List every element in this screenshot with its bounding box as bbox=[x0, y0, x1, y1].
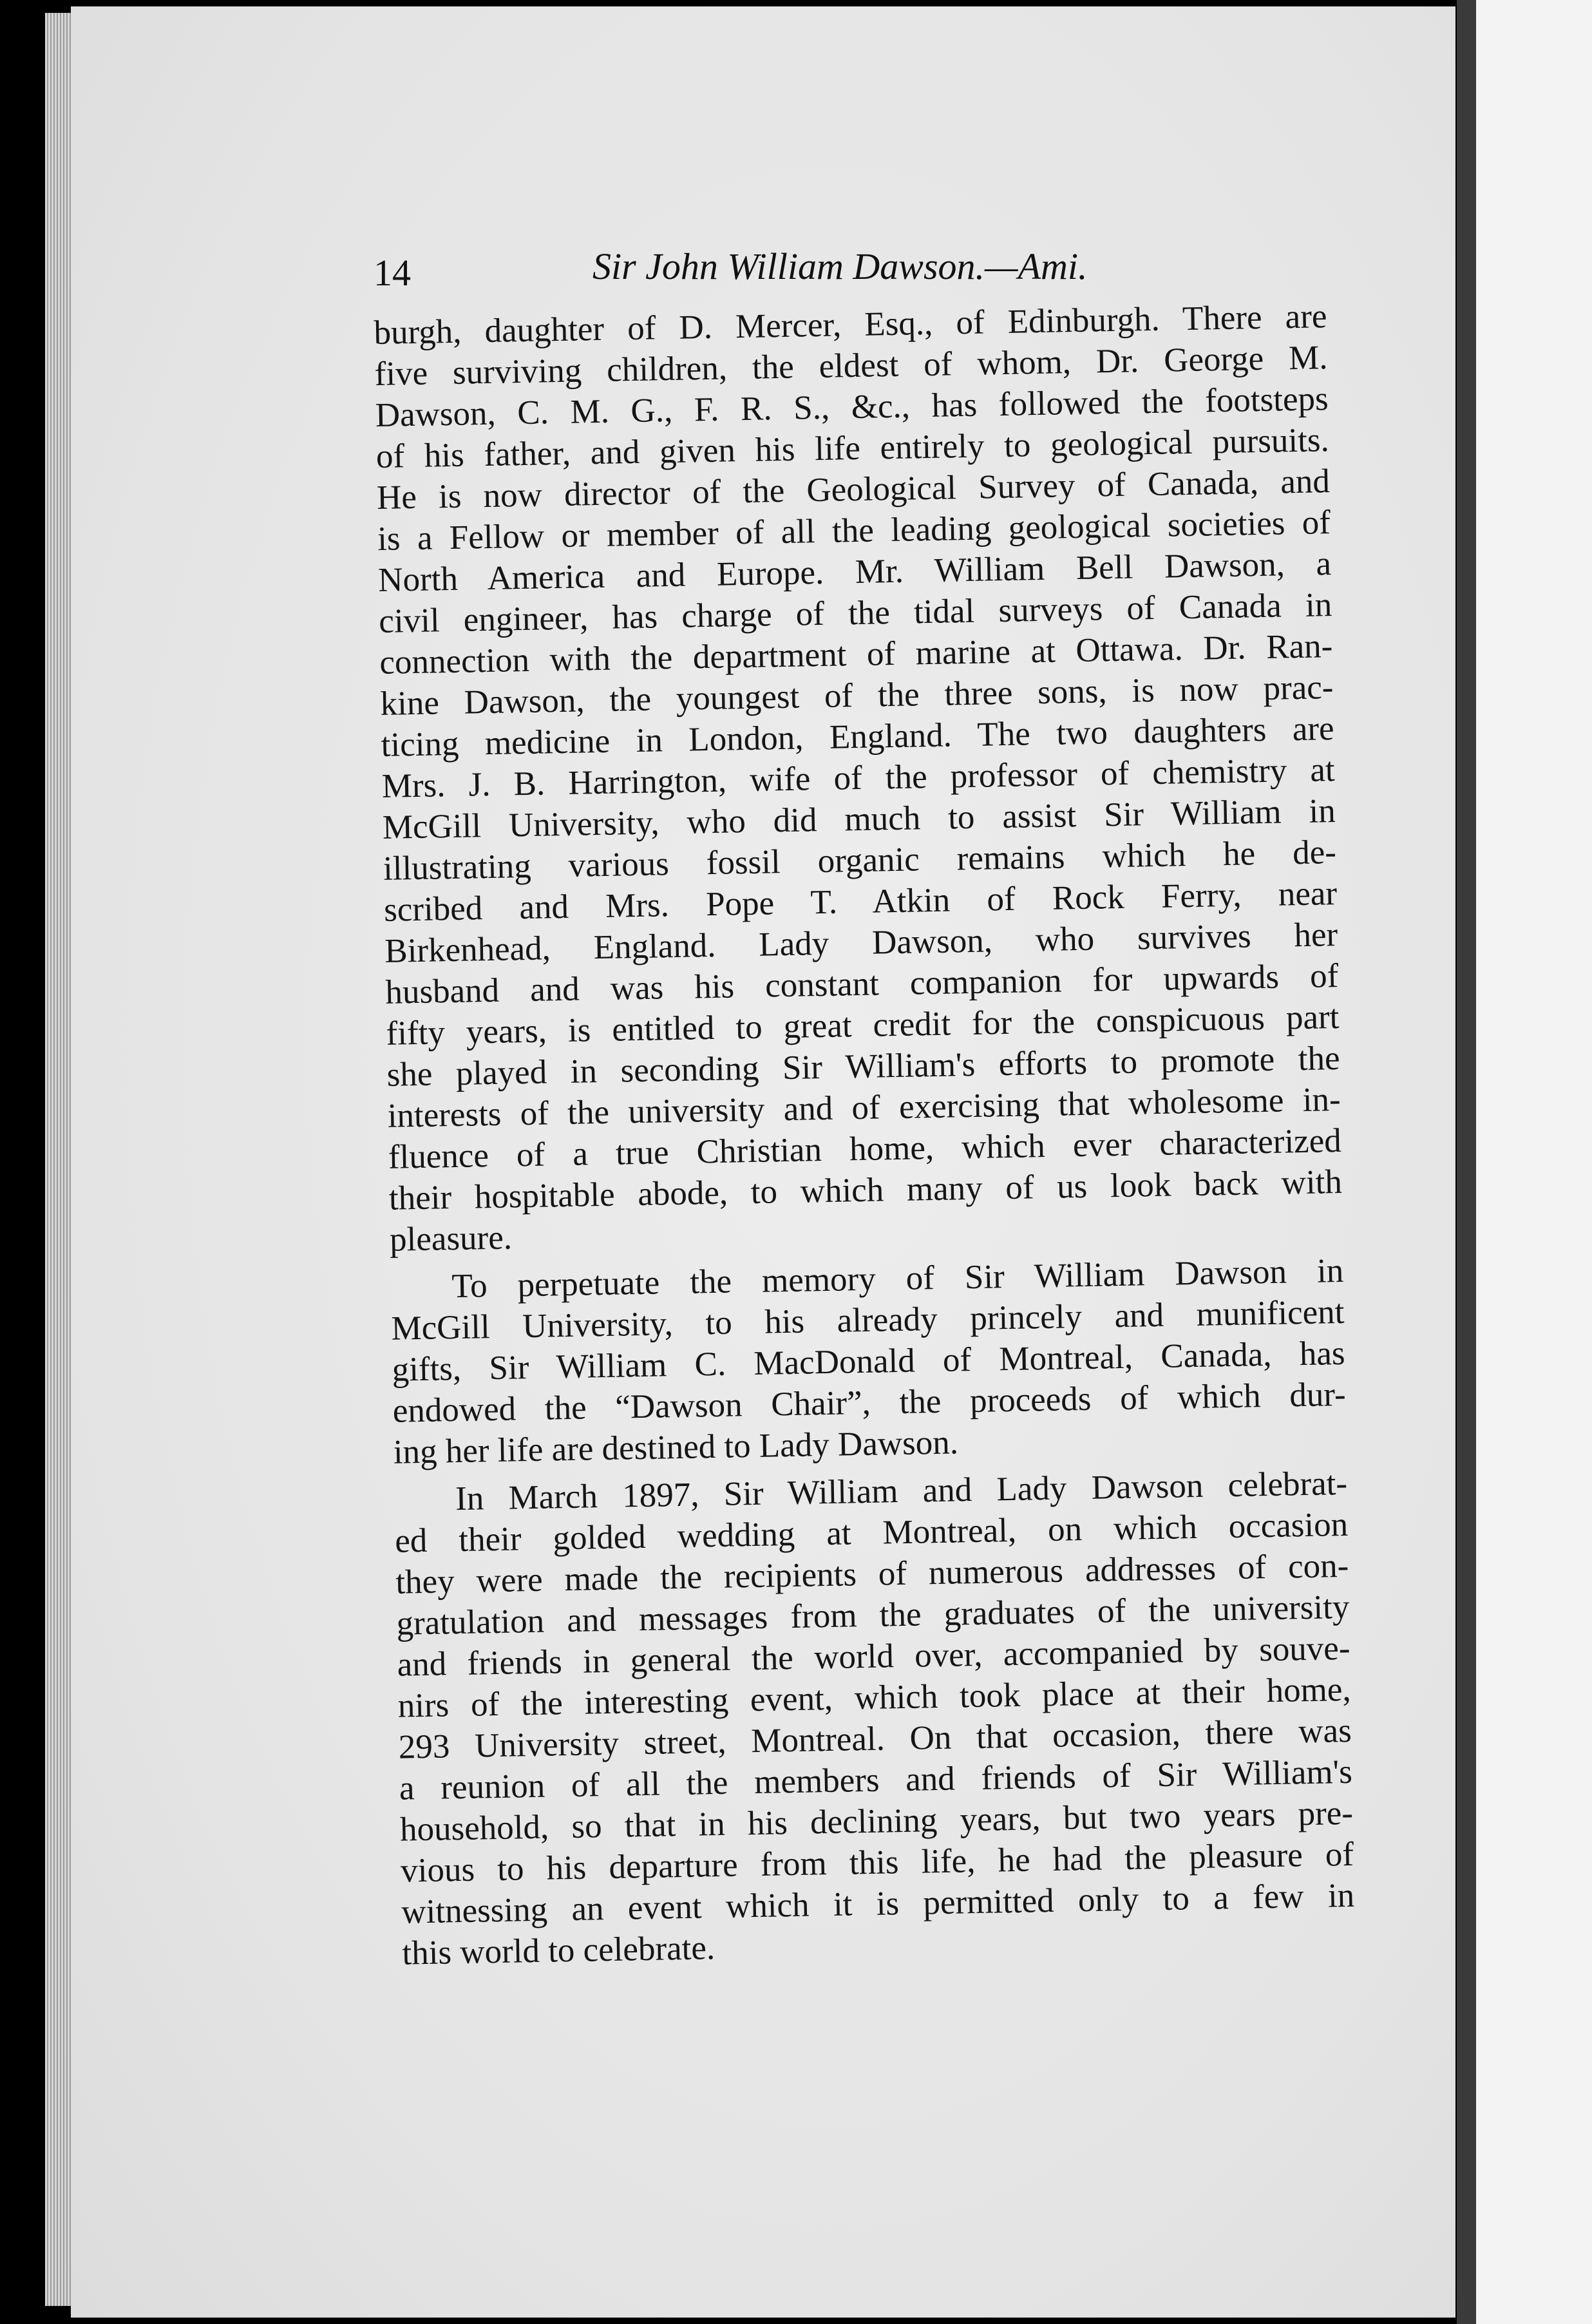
text-line: five surviving children, the eldest of whom, Dr. George M. bbox=[374, 339, 1328, 393]
text-line: ed their golded wedding at Montreal, on which occasion bbox=[394, 1505, 1349, 1560]
text-line: To perpetuate the memory of Sir William Dawson in bbox=[451, 1252, 1344, 1306]
text-line: ticing medicine in London, England. The two daughters are bbox=[381, 710, 1335, 764]
text-line: In March 1897, Sir William and Lady Dawson celebrat- bbox=[455, 1464, 1348, 1518]
text-line: witnessing an event which it is permitted only to a few in bbox=[401, 1876, 1355, 1931]
text-line: civil engineer, has charge of the tidal surveys of Canada in bbox=[378, 586, 1332, 640]
text-line: is a Fellow or member of all the leading geological societies of bbox=[377, 504, 1331, 558]
text-line: McGill University, to his already princely and munificent bbox=[391, 1293, 1345, 1348]
text-line: of his father, and given his life entirely to geological pursuits. bbox=[375, 421, 1330, 475]
body-text bbox=[374, 296, 1356, 1974]
text-line: interests of the university and of exercising that wholesome in- bbox=[387, 1080, 1341, 1135]
text-line: scribed and Mrs. Pope T. Atkin of Rock Ferry, near bbox=[383, 875, 1338, 929]
text-line: illustrating various fossil organic remains which he de- bbox=[383, 833, 1337, 888]
paragraph-2 bbox=[390, 1250, 1347, 1473]
text-line: Mrs. J. B. Harrington, wife of the professor of chemistry at bbox=[381, 751, 1336, 805]
text-line: household, so that in his declining years, but two years pre- bbox=[399, 1794, 1354, 1849]
text-line: a reunion of all the members and friends of Sir William's bbox=[399, 1753, 1353, 1807]
text-line: ing her life are destined to Lady Dawson. bbox=[393, 1424, 959, 1471]
paragraph-3 bbox=[394, 1463, 1356, 1974]
text-line: gratulation and messages from the graduates of the university bbox=[396, 1588, 1350, 1643]
text-line: fluence of a true Christian home, which ever characterized bbox=[388, 1121, 1342, 1176]
text-line: gifts, Sir William C. MacDonald of Montreal, Canada, has bbox=[392, 1334, 1345, 1389]
text-line: North America and Europe. Mr. William Bell Dawson, a bbox=[377, 545, 1332, 599]
text-line: she played in seconding Sir William's efforts to promote the bbox=[386, 1039, 1340, 1094]
text-line: nirs of the interesting event, which took place at their home, bbox=[397, 1670, 1352, 1725]
text-line: burgh, daughter of D. Mercer, Esq., of Edinburgh. There are bbox=[374, 298, 1327, 352]
paragraph-1 bbox=[374, 296, 1343, 1261]
text-line: husband and was his constant companion for upwards of bbox=[384, 957, 1339, 1011]
text-line: McGill University, who did much to assist Sir William in bbox=[382, 792, 1336, 846]
text-line: and friends in general the world over, accompanied by souve- bbox=[397, 1629, 1350, 1684]
binding-edge bbox=[1457, 0, 1476, 2324]
text-line: He is now director of the Geological Survey of Canada, and bbox=[376, 462, 1331, 517]
text-line: pleasure. bbox=[389, 1219, 513, 1259]
running-title: Sir John William Dawson.—Ami. bbox=[592, 245, 1088, 287]
text-line: fifty years, is entitled to great credit for the conspicuous part bbox=[386, 998, 1340, 1052]
text-line: Birkenhead, England. Lady Dawson, who survives her bbox=[384, 916, 1338, 970]
text-line: kine Dawson, the youngest of the three sons, is now prac- bbox=[380, 669, 1334, 723]
text-line: 293 University street, Montreal. On that occasion, there was bbox=[398, 1711, 1352, 1766]
text-line: they were made the recipients of numerous addresses of con- bbox=[395, 1547, 1349, 1601]
text-line: their hospitable abode, to which many of us look back with bbox=[388, 1163, 1343, 1217]
text-line: Dawson, C. M. G., F. R. S., &c., has followed the footsteps bbox=[375, 380, 1329, 434]
text-line: endowed the “Dawson Chair”, the proceeds of which dur- bbox=[392, 1375, 1347, 1430]
text-line: this world to celebrate. bbox=[401, 1929, 715, 1972]
facing-page-strip bbox=[1476, 0, 1592, 2324]
text-line: connection with the department of marine at Ottawa. Dr. Ran- bbox=[379, 627, 1333, 681]
text-line: vious to his departure from this life, he had the pleasure of bbox=[400, 1835, 1354, 1890]
page-number: 14 bbox=[374, 252, 411, 294]
